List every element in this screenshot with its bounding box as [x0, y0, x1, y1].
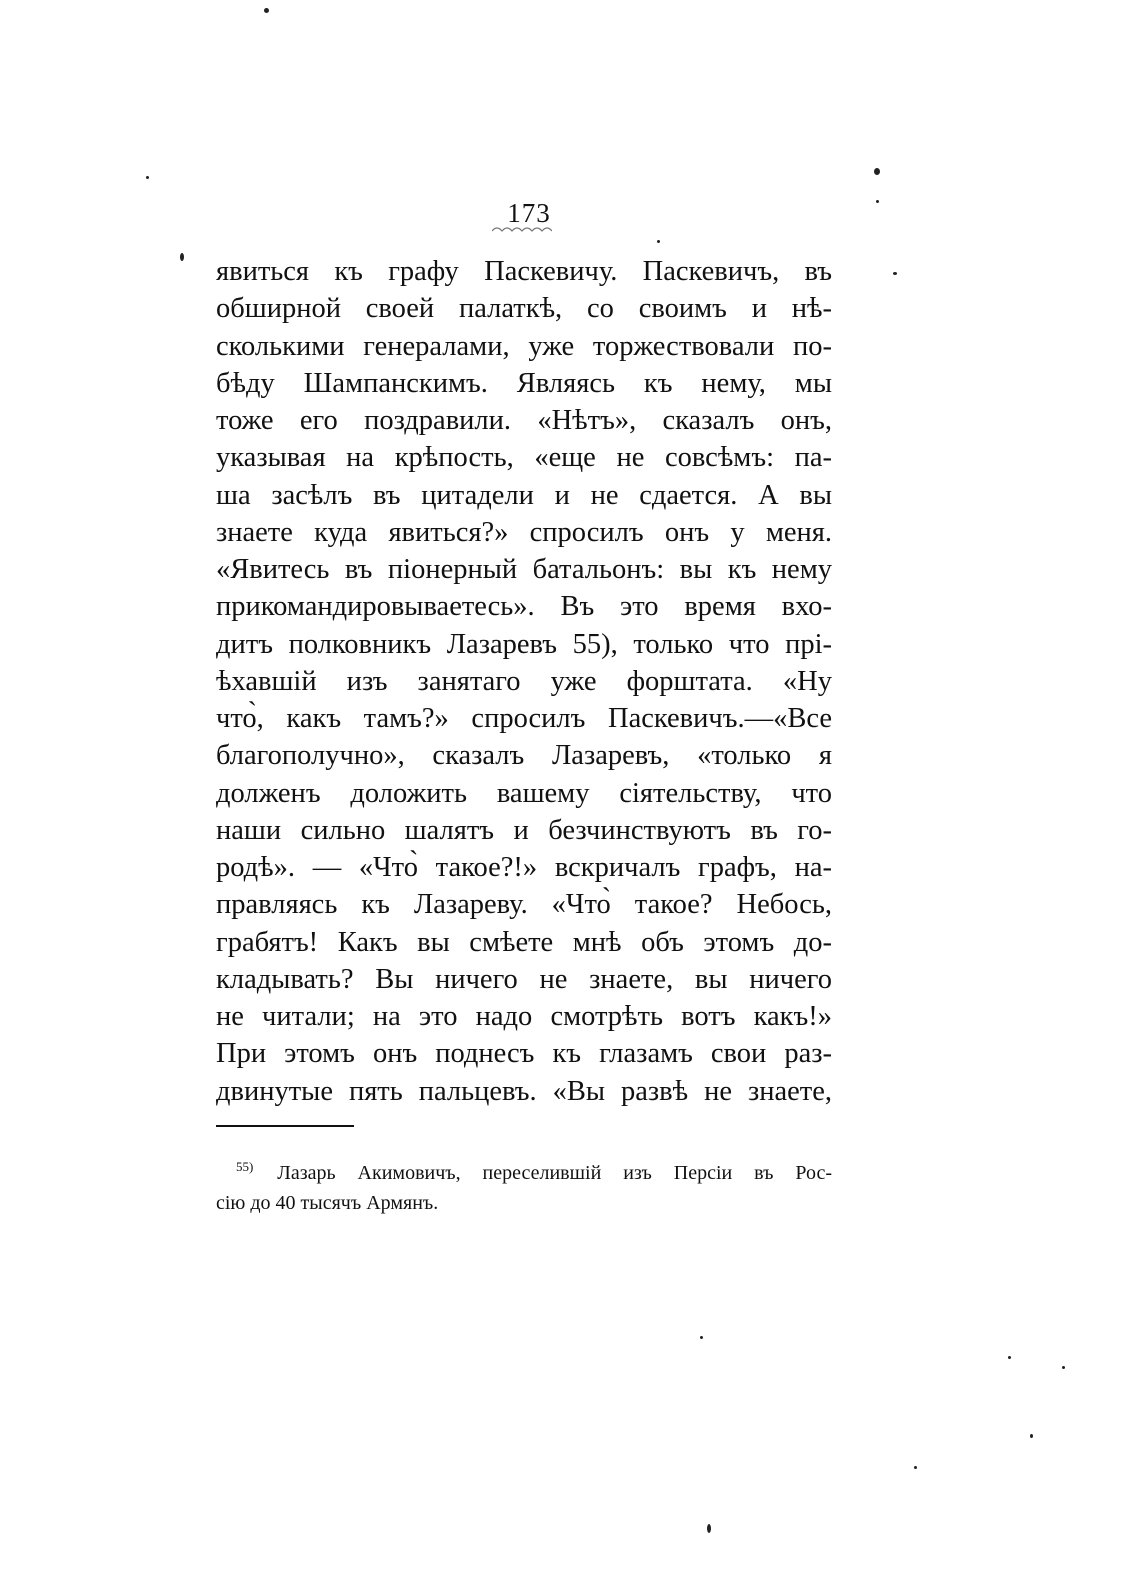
footnote-line: [236, 1152, 832, 1188]
text-line: наши сильно шалятъ и безчинствуютъ въ го-: [216, 814, 832, 846]
text-line: кладывать? Вы ничего не знаете, вы ничего: [216, 963, 832, 995]
body-text: [216, 253, 832, 1110]
scan-speck: [1030, 1434, 1033, 1438]
scan-speck: [876, 200, 879, 203]
text-line: правляясь къ Лазареву. «Что̀ такое? Небось,: [216, 889, 832, 921]
text-line: двинутые пять пальцевъ. «Вы развѣ не знаете,: [216, 1075, 832, 1107]
scan-speck: [1008, 1356, 1011, 1359]
text-line: родѣ». — «Что̀ такое?!» вскричалъ графъ, на-: [216, 852, 832, 883]
text-line: знаете куда явиться?» спросилъ онъ у меня.: [216, 516, 832, 548]
text-line: прикомандировываетесь». Въ это время вхо-: [216, 591, 832, 623]
text-line: дитъ полковникъ Лазаревъ 55), только что прі-: [216, 628, 832, 660]
scan-speck: [700, 1336, 703, 1339]
text-line: «Явитесь въ піонерный батальонъ: вы къ нему: [216, 554, 832, 585]
scan-speck: [146, 176, 149, 179]
text-line: ѣхавшій изъ занятаго уже форштата. «Ну: [216, 665, 832, 697]
scan-speck: [874, 168, 880, 175]
page-number-ornament: [492, 224, 552, 234]
text-line: явиться къ графу Паскевичу. Паскевичъ, въ: [216, 256, 832, 287]
scan-speck: [657, 240, 660, 243]
footnote-text: Лазарь Акимовичъ, переселившій изъ Персіи въ Рос-: [277, 1162, 833, 1184]
scan-speck: [264, 8, 269, 13]
footnote-marker: 55): [236, 1159, 254, 1174]
text-line: грабятъ! Какъ вы смѣете мнѣ объ этомъ до-: [216, 926, 832, 958]
text-line: ша засѣлъ въ цитадели и не сдается. А вы: [216, 479, 832, 511]
text-line: бѣду Шампанскимъ. Являясь къ нему, мы: [216, 367, 832, 399]
text-line: не читали; на это надо смотрѣть вотъ какъ!»: [216, 1001, 832, 1032]
text-line: тоже его поздравили. «Нѣтъ», сказалъ онъ,: [216, 405, 832, 436]
scan-speck: [180, 253, 184, 261]
scan-speck: [1062, 1366, 1065, 1369]
footnote-separator: [216, 1125, 354, 1127]
page-number: 173: [507, 198, 551, 228]
text-line: При этомъ онъ поднесъ къ глазамъ свои раз-: [216, 1038, 832, 1070]
footnote: [216, 1152, 833, 1218]
scan-speck: [707, 1524, 711, 1533]
footnote-line: сію до 40 тысячъ Армянъ.: [216, 1192, 439, 1214]
text-line: указывая на крѣпость, «еще не совсѣмъ: па-: [216, 442, 832, 474]
text-line: обширной своей палаткѣ, со своимъ и нѣ-: [216, 293, 832, 325]
scan-speck: [893, 272, 897, 275]
text-line: долженъ доложить вашему сіятельству, что: [216, 777, 832, 809]
text-line: благополучно», сказалъ Лазаревъ, «только я: [216, 740, 832, 772]
text-line: сколькими генералами, уже торжествовали по-: [216, 330, 832, 362]
scan-speck: [914, 1466, 917, 1469]
text-line: что̀, какъ тамъ?» спросилъ Паскевичъ.—«Все: [216, 703, 832, 734]
